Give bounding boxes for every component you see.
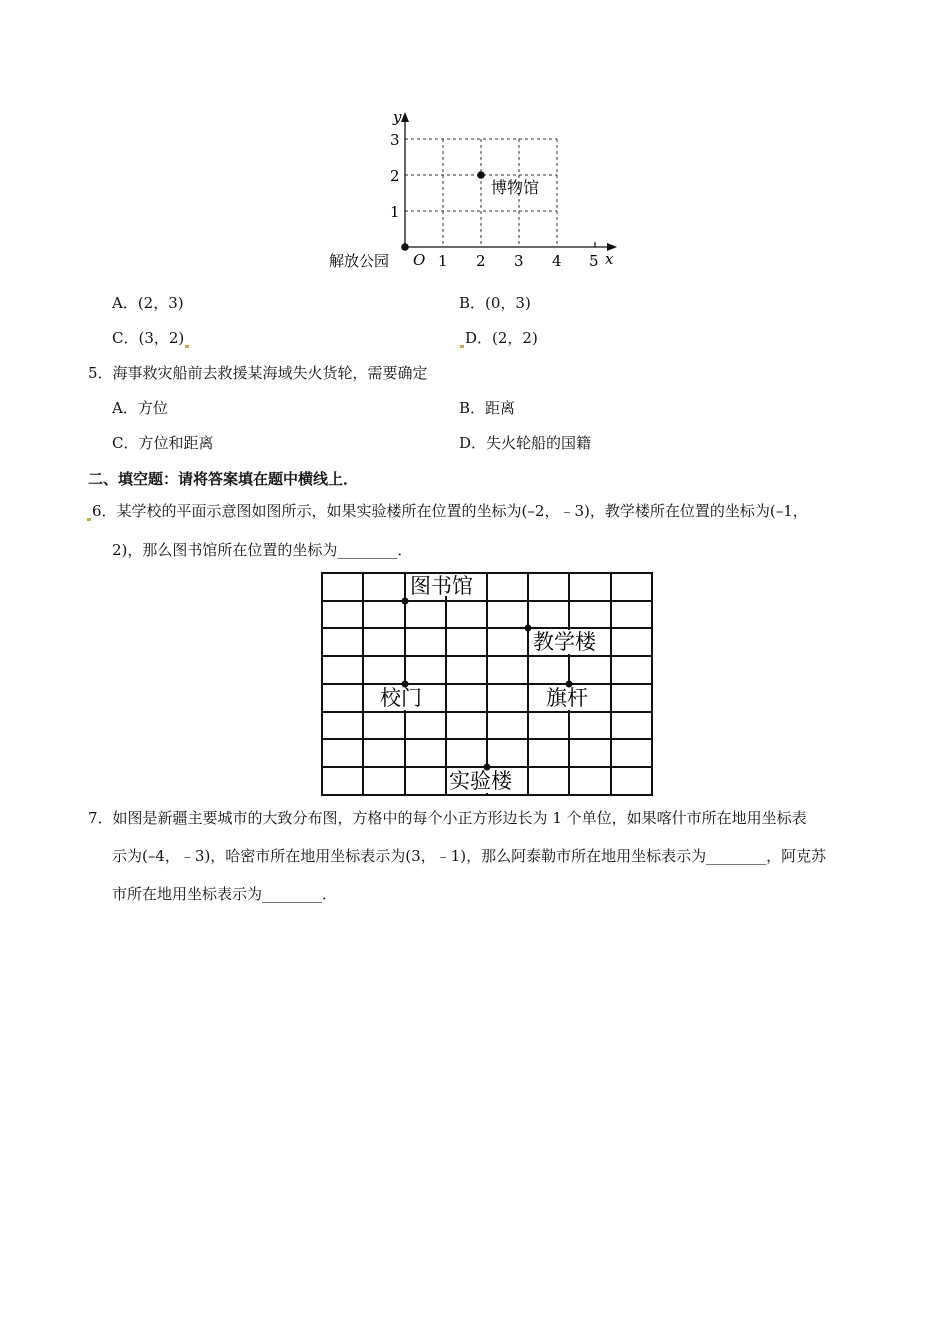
- teaching-label: 教学楼: [533, 630, 596, 654]
- y-axis-label: y: [393, 108, 402, 126]
- x-tick-1: 1: [438, 252, 448, 270]
- origin-label: O: [413, 251, 426, 269]
- scan-mark: [185, 345, 189, 348]
- q4-option-a[interactable]: A．(2，3): [112, 294, 184, 312]
- teaching-point: [525, 625, 532, 632]
- park-label: 解放公园: [329, 252, 390, 270]
- q4-option-d[interactable]: [459, 328, 538, 348]
- scan-mark: [460, 345, 464, 348]
- scan-mark: [87, 518, 91, 521]
- q5-option-d[interactable]: D．失火轮船的国籍: [459, 434, 592, 452]
- flagpole-label: 旗杆: [546, 686, 588, 710]
- y-tick-2: 2: [390, 167, 400, 185]
- q7-line-2: 示为(–4，﹣3)，哈密市所在地用坐标表示为(3，﹣1)，那么阿泰勒市所在地用坐标表示为________，阿克苏: [112, 847, 827, 865]
- x-tick-3: 3: [514, 252, 524, 270]
- q4-option-c-text: C．(3，2): [112, 329, 185, 347]
- q5-option-b[interactable]: B．距离: [459, 399, 516, 417]
- q7-line-3: 市所在地用坐标表示为________．: [112, 885, 338, 903]
- library-label: 图书馆: [410, 574, 473, 598]
- x-tick-5: 5: [589, 252, 599, 270]
- y-tick-1: 1: [390, 203, 400, 221]
- museum-point: [477, 171, 485, 179]
- y-axis-arrow-icon: [401, 112, 409, 122]
- q5-option-a[interactable]: A．方位: [112, 399, 168, 417]
- school-map-figure: [318, 569, 658, 799]
- q4-option-c[interactable]: [112, 328, 190, 348]
- q5-stem: 5．海事救灾船前去救援某海域失火货轮，需要确定: [88, 364, 428, 382]
- q7-line-1: 7．如图是新疆主要城市的大致分布图，方格中的每个小正方形边长为 1 个单位，如果喀什市所在地用坐标表: [88, 809, 807, 827]
- q6-line-2: 2)，那么图书馆所在位置的坐标为________．: [112, 541, 413, 559]
- q6-line-1: [86, 501, 808, 521]
- museum-coordinate-figure: [325, 108, 625, 278]
- lab-label: 实验楼: [449, 769, 512, 793]
- q4-option-d-text: D．(2，2): [465, 329, 538, 347]
- library-point: [402, 598, 409, 605]
- x-axis-label: x: [605, 250, 614, 268]
- q4-option-b[interactable]: B．(0，3): [459, 294, 531, 312]
- q6-line-1-text: 6．某学校的平面示意图如图所示，如果实验楼所在位置的坐标为(–2，﹣3)，教学楼所在位置的坐标为(–1，: [92, 502, 808, 520]
- map-grid: [322, 573, 652, 795]
- x-tick-2: 2: [476, 252, 486, 270]
- section-heading-fill-in: 二、填空题：请将答案填在题中横线上．: [88, 470, 359, 488]
- q5-option-c[interactable]: C．方位和距离: [112, 434, 214, 452]
- gate-label: 校门: [380, 686, 422, 710]
- x-tick-4: 4: [552, 252, 562, 270]
- y-tick-3: 3: [390, 131, 400, 149]
- museum-label: 博物馆: [491, 178, 540, 197]
- park-point: [401, 243, 409, 251]
